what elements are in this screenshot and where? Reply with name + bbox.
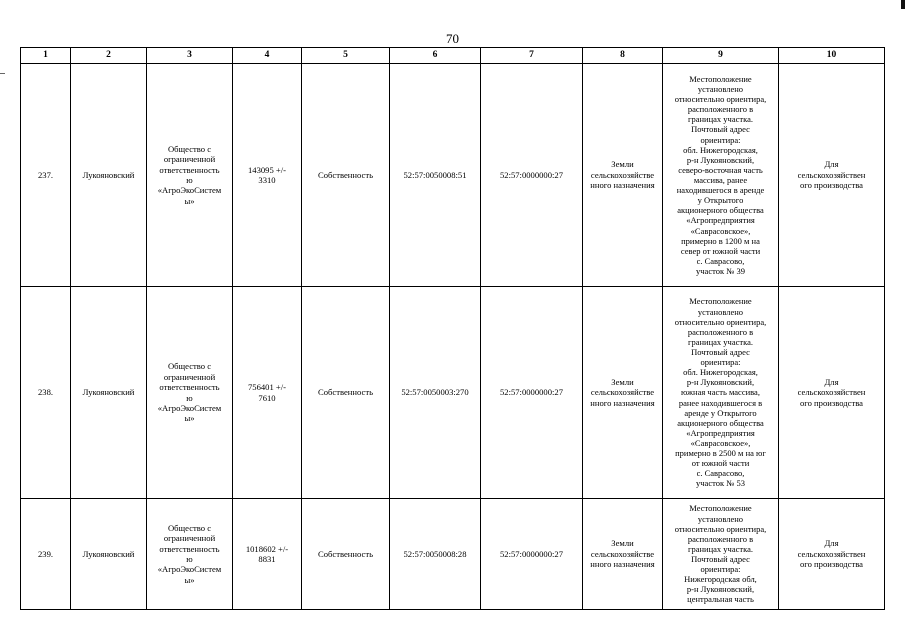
area-cell: 756401 +/- 7610 [233, 287, 302, 499]
land-category-cell: Земли сельскохозяйстве нного назначения [583, 499, 663, 610]
district-cell: Лукояновский [71, 499, 147, 610]
parent-cadastral-cell: 52:57:0000000:27 [481, 287, 583, 499]
area-cell: 143095 +/- 3310 [233, 64, 302, 287]
right-type-cell: Собственность [302, 499, 390, 610]
header-row [21, 48, 885, 64]
column-header: 10 [779, 48, 885, 64]
cadastral-number-cell: 52:57:0050008:28 [390, 499, 481, 610]
column-header: 8 [583, 48, 663, 64]
parent-cadastral-cell: 52:57:0000000:27 [481, 499, 583, 610]
column-header: 5 [302, 48, 390, 64]
scan-margin-tick [0, 73, 5, 74]
row-number: 237. [21, 64, 71, 287]
parent-cadastral-cell: 52:57:0000000:27 [481, 64, 583, 287]
table-row [21, 287, 885, 499]
owner-cell: Общество с ограниченной ответственность ю «АгроЭкоСистем ы» [147, 499, 233, 610]
owner-cell: Общество с ограниченной ответственность ю «АгроЭкоСистем ы» [147, 64, 233, 287]
row-number: 238. [21, 287, 71, 499]
right-type-cell: Собственность [302, 287, 390, 499]
land-registry-table [20, 47, 885, 610]
permitted-use-cell: Для сельскохозяйствен ого производства [779, 287, 885, 499]
scan-corner-mark [901, 0, 905, 9]
district-cell: Лукояновский [71, 64, 147, 287]
location-cell: Местоположение установлено относительно ориентира, расположенного в границах участка. Почтовый адрес ориентира: Нижегородская обл, р-н Лукояновский, центральная часть [663, 499, 779, 610]
land-category-cell: Земли сельскохозяйстве нного назначения [583, 64, 663, 287]
location-cell: Местоположение установлено относительно ориентира, расположенного в границах участка. Почтовый адрес ориентира: обл. Нижегородская, р-н Лукояновский, северо-восточная часть массива, ранее находившегося в аренде у Открытого акционерного общества «Агропредприятия «Саврасовское», примерно в 1200 м на север от южной части с. Саврасово, участок № 39 [663, 64, 779, 287]
cadastral-number-cell: 52:57:0050003:270 [390, 287, 481, 499]
column-header: 1 [21, 48, 71, 64]
column-header: 6 [390, 48, 481, 64]
row-number: 239. [21, 499, 71, 610]
right-type-cell: Собственность [302, 64, 390, 287]
cadastral-number-cell: 52:57:0050008:51 [390, 64, 481, 287]
column-header: 2 [71, 48, 147, 64]
page-number: 70 [446, 31, 459, 46]
permitted-use-cell: Для сельскохозяйствен ого производства [779, 64, 885, 287]
permitted-use-cell: Для сельскохозяйствен ого производства [779, 499, 885, 610]
area-cell: 1018602 +/- 8831 [233, 499, 302, 610]
column-header: 4 [233, 48, 302, 64]
district-cell: Лукояновский [71, 287, 147, 499]
table-row [21, 499, 885, 610]
column-header: 3 [147, 48, 233, 64]
owner-cell: Общество с ограниченной ответственность ю «АгроЭкоСистем ы» [147, 287, 233, 499]
location-cell: Местоположение установлено относительно ориентира, расположенного в границах участка. Почтовый адрес ориентира: обл. Нижегородская, р-н Лукояновский, южная часть массива, ранее находившегося в аренде у Открытого акционерного общества «Агропредприятия «Саврасовское», примерно в 2500 м на юг от южной части с. Саврасово, участок № 53 [663, 287, 779, 499]
table-row [21, 64, 885, 287]
column-header: 9 [663, 48, 779, 64]
land-category-cell: Земли сельскохозяйстве нного назначения [583, 287, 663, 499]
column-header: 7 [481, 48, 583, 64]
